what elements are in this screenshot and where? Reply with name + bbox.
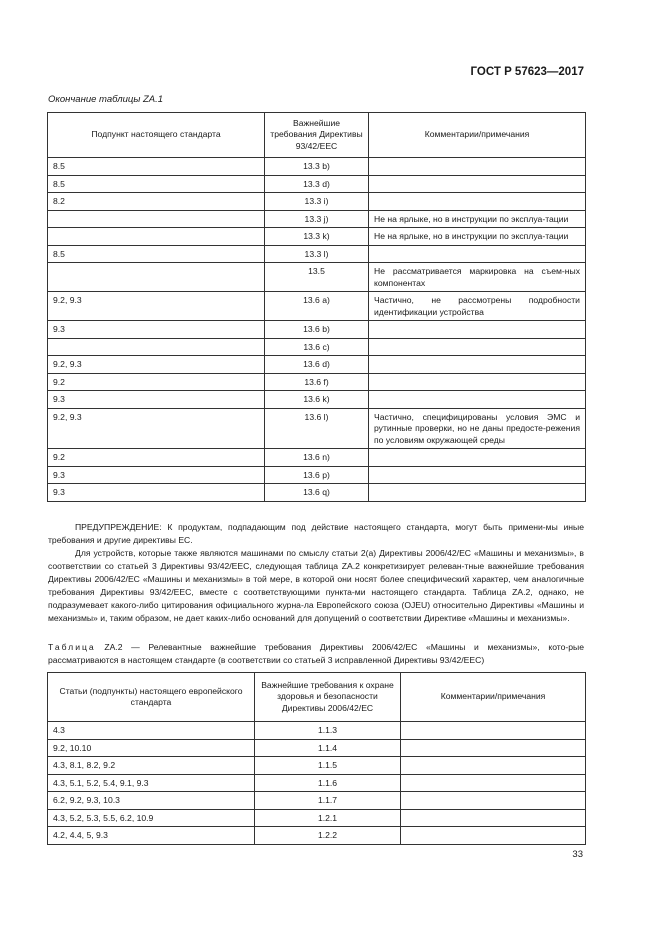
table-row: [48, 338, 586, 356]
clause-cell: 9.3: [48, 484, 265, 502]
requirement-cell: 1.1.4: [255, 739, 401, 757]
requirement-cell: 13.6 c): [265, 338, 369, 356]
requirement-cell: 13.6 q): [265, 484, 369, 502]
table-row: [48, 263, 586, 292]
clause-cell: 8.5: [48, 245, 265, 263]
comment-cell: Частично, не рассмотрены подробности идентификации устройства: [369, 292, 586, 321]
table-row: [48, 373, 586, 391]
table1-header-comments: Комментарии/примечания: [369, 113, 586, 158]
comment-cell: [369, 373, 586, 391]
clause-cell: 4.3, 8.1, 8.2, 9.2: [48, 757, 255, 775]
table-row: [48, 408, 586, 449]
table-row: [48, 449, 586, 467]
machinery-paragraph: Для устройств, которые также являются машинами по смыслу статьи 2(а) Директивы 2006/42/ЕС «Машины и механизмы», в соответствии со статьей 3 Директивы 93/42/EEC, следующая таблица ZA.2 конкретизирует релеван-тные важнейшие требования Директивы 2006/42/ЕС «Машины и механизмы» в той мере, в которой они носят более специфический характер, чем аналогичные требования Директивы 93/42/EEC, вместе с соответствующими пункта-ми настоящего стандарта. Таблица ZA.2, однако, не подразумевает какого-либо цитирования официального журна-ла Европейского союза (OJEU) относительно Директивы «Машины и механизмы» и, таким образом, не дает каких-либо оснований для допущений о соответствии Директиве «Машины и механизмы».: [48, 548, 584, 623]
table-row: [48, 466, 586, 484]
table-row: [48, 739, 586, 757]
table2-title-label: Таблица: [48, 642, 96, 652]
clause-cell: 9.2, 10.10: [48, 739, 255, 757]
table-row: [48, 228, 586, 246]
clause-cell: 8.5: [48, 158, 265, 176]
comment-cell: [369, 321, 586, 339]
requirement-cell: 13.3 b): [265, 158, 369, 176]
table-row: [48, 175, 586, 193]
comment-cell: [401, 739, 586, 757]
clause-cell: 9.2, 9.3: [48, 356, 265, 374]
comment-cell: [401, 792, 586, 810]
comment-cell: Не на ярлыке, но в инструкции по эксплуа-тации: [369, 210, 586, 228]
table1-header-clause: Подпункт настоящего стандарта: [48, 113, 265, 158]
clause-cell: 4.3, 5.2, 5.3, 5.5, 6.2, 10.9: [48, 809, 255, 827]
table-row: [48, 391, 586, 409]
clause-cell: [48, 210, 265, 228]
table2-header-clauses: Статьи (подпункты) настоящего европейского стандарта: [48, 673, 255, 722]
standard-header: ГОСТ Р 57623—2017: [470, 66, 584, 78]
table-row: [48, 792, 586, 810]
clause-cell: 4.2, 4.4, 5, 9.3: [48, 827, 255, 845]
table-row: [48, 158, 586, 176]
clause-cell: 9.2: [48, 449, 265, 467]
requirement-cell: 1.1.7: [255, 792, 401, 810]
table2-title: [48, 641, 584, 667]
table-row: [48, 292, 586, 321]
requirement-cell: 1.2.1: [255, 809, 401, 827]
requirement-cell: 13.3 j): [265, 210, 369, 228]
clause-cell: [48, 338, 265, 356]
clause-cell: 4.3, 5.1, 5.2, 5.4, 9.1, 9.3: [48, 774, 255, 792]
comment-cell: [401, 774, 586, 792]
comment-cell: [369, 175, 586, 193]
table1-header-requirements: Важнейшие требования Директивы 93/42/EEC: [265, 113, 369, 158]
table-row: [48, 193, 586, 211]
clause-cell: 4.3: [48, 722, 255, 740]
clause-cell: [48, 263, 265, 292]
table-za1: [47, 112, 586, 502]
table2-title-text: ZA.2 — Релевантные важнейшие требования Директивы 2006/42/ЕС «Машины и механизмы», кото-рые рассматриваются в настоящем стандарте (в соответствии со статьей 3 исправленной Директивы 93/42/EEC): [48, 642, 584, 665]
comment-cell: [369, 484, 586, 502]
comment-cell: [369, 193, 586, 211]
requirement-cell: 13.3 l): [265, 245, 369, 263]
requirement-cell: 13.5: [265, 263, 369, 292]
comment-cell: [369, 338, 586, 356]
table1-caption: Окончание таблицы ZA.1: [48, 94, 164, 105]
requirement-cell: 1.2.2: [255, 827, 401, 845]
table-row: [48, 321, 586, 339]
table-row: [48, 210, 586, 228]
requirement-cell: 13.3 d): [265, 175, 369, 193]
table2-header-requirements: Важнейшие требования к охране здоровья и безопасности Директивы 2006/42/ЕС: [255, 673, 401, 722]
requirement-cell: 1.1.3: [255, 722, 401, 740]
comment-cell: [401, 722, 586, 740]
requirement-cell: 13.6 p): [265, 466, 369, 484]
comment-cell: [369, 356, 586, 374]
clause-cell: 6.2, 9.2, 9.3, 10.3: [48, 792, 255, 810]
requirement-cell: 13.6 k): [265, 391, 369, 409]
table-row: [48, 356, 586, 374]
table-row: [48, 809, 586, 827]
comment-cell: [369, 466, 586, 484]
comment-cell: [369, 245, 586, 263]
table-row: [48, 757, 586, 775]
table-row: [48, 722, 586, 740]
comment-cell: [401, 809, 586, 827]
clause-cell: [48, 228, 265, 246]
table-row: [48, 484, 586, 502]
requirement-cell: 13.6 l): [265, 408, 369, 449]
clause-cell: 9.2: [48, 373, 265, 391]
requirement-cell: 13.3 k): [265, 228, 369, 246]
comment-cell: Не рассматривается маркировка на съем-ных компонентах: [369, 263, 586, 292]
requirement-cell: 13.6 a): [265, 292, 369, 321]
clause-cell: 9.3: [48, 466, 265, 484]
clause-cell: 8.5: [48, 175, 265, 193]
clause-cell: 9.2, 9.3: [48, 408, 265, 449]
requirement-cell: 13.6 f): [265, 373, 369, 391]
page-number: 33: [572, 849, 583, 860]
requirement-cell: 1.1.6: [255, 774, 401, 792]
requirement-cell: 13.6 d): [265, 356, 369, 374]
comment-cell: [369, 449, 586, 467]
table2-header-comments: Комментарии/примечания: [401, 673, 586, 722]
clause-cell: 9.2, 9.3: [48, 292, 265, 321]
comment-cell: [401, 827, 586, 845]
requirement-cell: 1.1.5: [255, 757, 401, 775]
comment-cell: [401, 757, 586, 775]
requirement-cell: 13.6 n): [265, 449, 369, 467]
clause-cell: 8.2: [48, 193, 265, 211]
clause-cell: 9.3: [48, 321, 265, 339]
warning-paragraph: [48, 521, 584, 625]
table-za2: [47, 672, 586, 845]
comment-cell: [369, 158, 586, 176]
comment-cell: Не на ярлыке, но в инструкции по эксплуа-тации: [369, 228, 586, 246]
requirement-cell: 13.6 b): [265, 321, 369, 339]
comment-cell: Частично, специфицированы условия ЭМС и рутинные проверки, но не даны предосте-режения по условиям окружающей среды: [369, 408, 586, 449]
clause-cell: 9.3: [48, 391, 265, 409]
comment-cell: [369, 391, 586, 409]
warning-text: ПРЕДУПРЕЖДЕНИЕ: К продуктам, подпадающим под действие настоящего стандарта, могут быть примени-мы иные требования и другие директивы ЕС.: [48, 522, 584, 545]
table-row: [48, 245, 586, 263]
requirement-cell: 13.3 i): [265, 193, 369, 211]
table-row: [48, 774, 586, 792]
table-row: [48, 827, 586, 845]
